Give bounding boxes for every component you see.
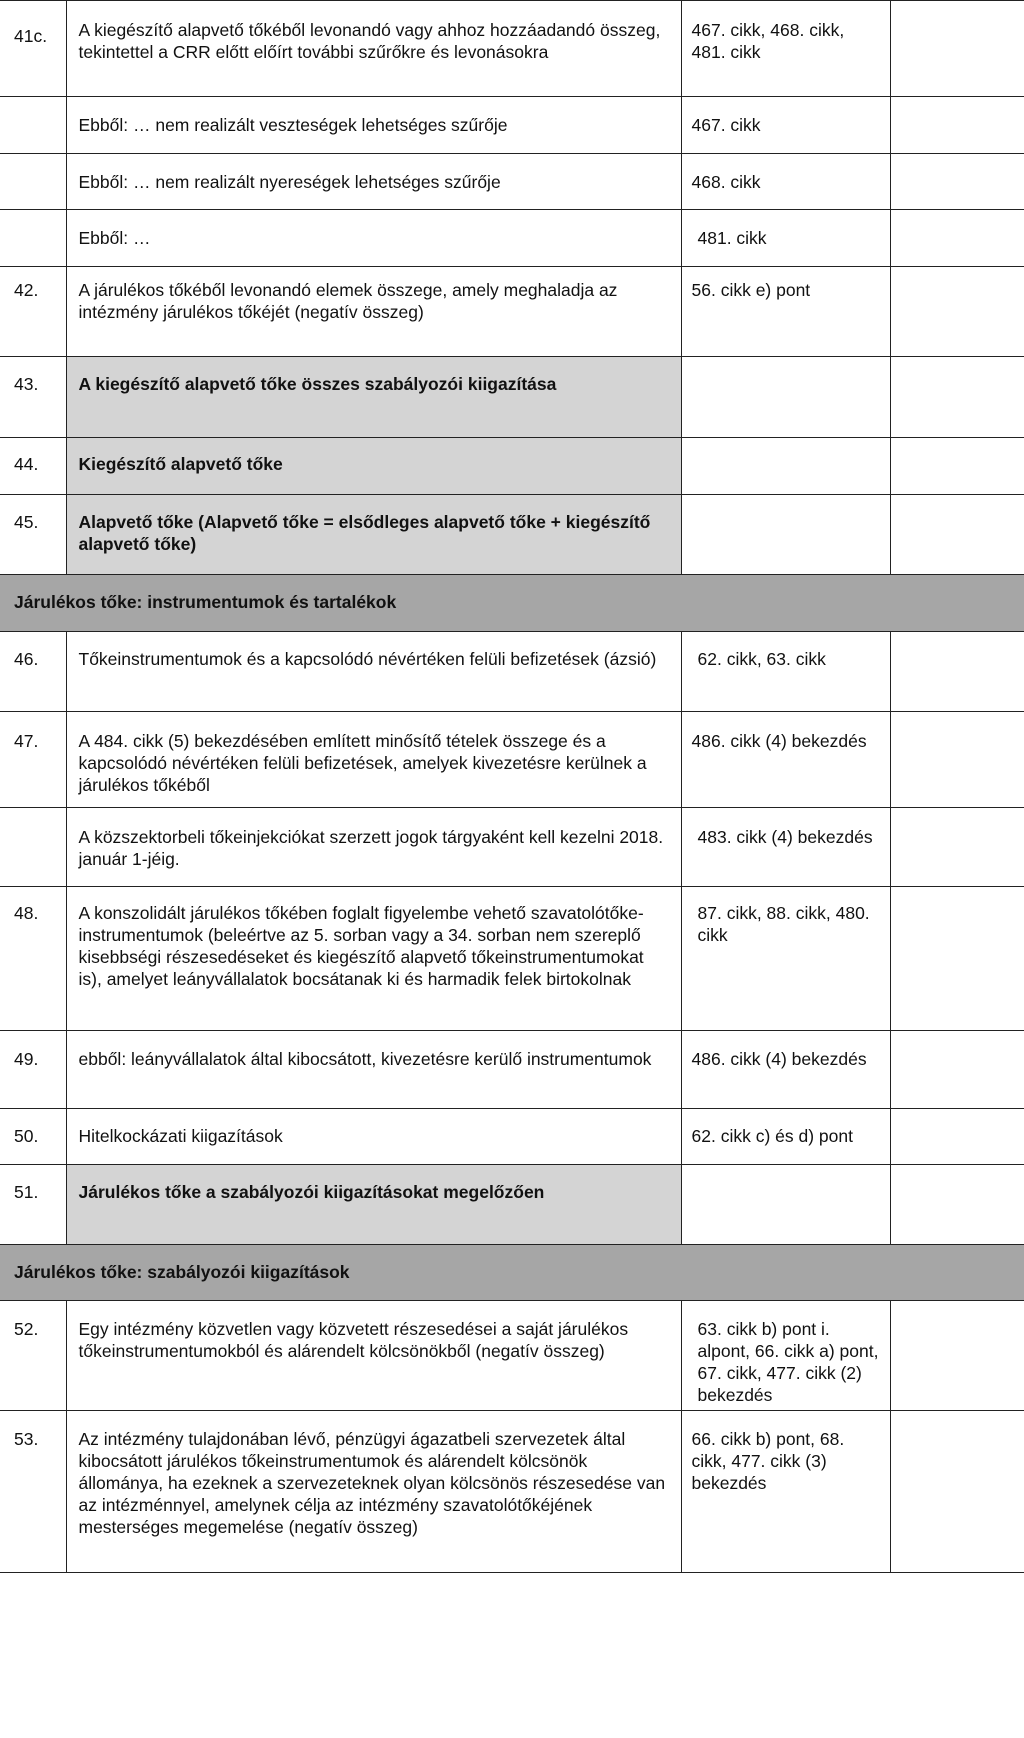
row-description: A kiegészítő alapvető tőkéből levonandó vagy ahhoz hozzáadandó összeg, tekintettel a CRR előtt előírt további szűrőkre és levonásokra <box>66 1 681 97</box>
row-reference: 62. cikk c) és d) pont <box>681 1109 890 1165</box>
row-description: Az intézmény tulajdonában lévő, pénzügyi ágazatbeli szervezetek által kibocsátott járulékos tőkeinstrumentumok és alárendelt kölcsönök állománya, ha ezeknek a szervezeteknek olyan kölcsönös részesedése van az intézménnyel, amelynek célja az intézmény szavatolótőkéjének mesterséges megemelése (negatív összeg) <box>66 1411 681 1573</box>
row-value <box>890 97 1024 154</box>
row-reference: 56. cikk e) pont <box>681 267 890 357</box>
table-row <box>0 1031 1024 1109</box>
row-description: Alapvető tőke (Alapvető tőke = elsődleges alapvető tőke + kiegészítő alapvető tőke) <box>66 495 681 575</box>
row-description: Ebből: … <box>66 210 681 267</box>
row-number: 51. <box>0 1165 66 1245</box>
row-description: Járulékos tőke a szabályozói kiigazításokat megelőzően <box>66 1165 681 1245</box>
table-row <box>0 210 1024 267</box>
row-reference: 486. cikk (4) bekezdés <box>681 712 890 808</box>
row-number: 43. <box>0 357 66 438</box>
table-row <box>0 632 1024 712</box>
row-value <box>890 495 1024 575</box>
section-header-row <box>0 1245 1024 1301</box>
row-description: A kiegészítő alapvető tőke összes szabályozói kiigazítása <box>66 357 681 438</box>
row-description: Ebből: … nem realizált veszteségek lehetséges szűrője <box>66 97 681 154</box>
row-number: 49. <box>0 1031 66 1109</box>
row-value <box>890 357 1024 438</box>
row-description: Tőkeinstrumentumok és a kapcsolódó névértéken felüli befizetések (ázsió) <box>66 632 681 712</box>
row-reference: 62. cikk, 63. cikk <box>681 632 890 712</box>
row-value <box>890 1 1024 97</box>
row-reference: 486. cikk (4) bekezdés <box>681 1031 890 1109</box>
row-number: 50. <box>0 1109 66 1165</box>
row-value <box>890 1411 1024 1573</box>
table-row <box>0 495 1024 575</box>
row-value <box>890 267 1024 357</box>
row-reference <box>681 495 890 575</box>
section-title: Járulékos tőke: szabályozói kiigazítások <box>0 1245 1024 1301</box>
row-reference: 467. cikk, 468. cikk, 481. cikk <box>681 1 890 97</box>
row-description: Ebből: … nem realizált nyereségek lehetséges szűrője <box>66 154 681 210</box>
row-number: 41c. <box>0 1 66 97</box>
row-description: ebből: leányvállalatok által kibocsátott, kivezetésre kerülő instrumentumok <box>66 1031 681 1109</box>
row-reference: 481. cikk <box>681 210 890 267</box>
row-reference: 468. cikk <box>681 154 890 210</box>
row-number <box>0 97 66 154</box>
table-row <box>0 154 1024 210</box>
row-number <box>0 154 66 210</box>
row-value <box>890 808 1024 887</box>
row-reference: 483. cikk (4) bekezdés <box>681 808 890 887</box>
row-reference <box>681 357 890 438</box>
row-description: A konszolidált járulékos tőkében foglalt figyelembe vehető szavatolótőke-instrumentumok (beleértve az 5. sorban vagy a 34. sorban nem szereplő kisebbségi részesedéseket és kiegészítő alapvető tőkeinstrumentumokat is), amelyet leányvállalatok bocsátanak ki és harmadik felek birtokolnak <box>66 887 681 1031</box>
row-number: 45. <box>0 495 66 575</box>
row-description: Hitelkockázati kiigazítások <box>66 1109 681 1165</box>
row-description: Egy intézmény közvetlen vagy közvetett részesedései a saját járulékos tőkeinstrumentumokból és alárendelt kölcsönökből (negatív összeg) <box>66 1301 681 1411</box>
table-row <box>0 887 1024 1031</box>
table-row <box>0 1165 1024 1245</box>
row-reference: 87. cikk, 88. cikk, 480. cikk <box>681 887 890 1031</box>
section-title: Járulékos tőke: instrumentumok és tartalékok <box>0 575 1024 632</box>
row-number: 44. <box>0 438 66 495</box>
row-description: A járulékos tőkéből levonandó elemek összege, amely meghaladja az intézmény járulékos tőkéjét (negatív összeg) <box>66 267 681 357</box>
table-row <box>0 1 1024 97</box>
row-number: 53. <box>0 1411 66 1573</box>
row-description: A 484. cikk (5) bekezdésében említett minősítő tételek összege és a kapcsolódó névértéken felüli befizetések, amelyek kivezetésre kerülnek a járulékos tőkéből <box>66 712 681 808</box>
row-value <box>890 1109 1024 1165</box>
row-value <box>890 712 1024 808</box>
table-row <box>0 1109 1024 1165</box>
row-value <box>890 1031 1024 1109</box>
row-number: 47. <box>0 712 66 808</box>
row-value <box>890 210 1024 267</box>
row-number: 46. <box>0 632 66 712</box>
row-value <box>890 438 1024 495</box>
section-header-row <box>0 575 1024 632</box>
table-row <box>0 808 1024 887</box>
row-description: Kiegészítő alapvető tőke <box>66 438 681 495</box>
row-number <box>0 210 66 267</box>
row-reference: 63. cikk b) pont i. alpont, 66. cikk a) pont, 67. cikk, 477. cikk (2) bekezdés <box>681 1301 890 1411</box>
row-reference: 467. cikk <box>681 97 890 154</box>
row-value <box>890 1301 1024 1411</box>
row-value <box>890 154 1024 210</box>
table-row <box>0 1301 1024 1411</box>
row-reference <box>681 438 890 495</box>
table-row <box>0 712 1024 808</box>
row-number <box>0 808 66 887</box>
row-value <box>890 632 1024 712</box>
row-description: A közszektorbeli tőkeinjekciókat szerzett jogok tárgyaként kell kezelni 2018. január 1-jéig. <box>66 808 681 887</box>
row-number: 42. <box>0 267 66 357</box>
table-row <box>0 357 1024 438</box>
table-row <box>0 97 1024 154</box>
table-row <box>0 267 1024 357</box>
row-number: 48. <box>0 887 66 1031</box>
row-value <box>890 887 1024 1031</box>
row-number: 52. <box>0 1301 66 1411</box>
table-row <box>0 1411 1024 1573</box>
row-reference: 66. cikk b) pont, 68. cikk, 477. cikk (3) bekezdés <box>681 1411 890 1573</box>
table-row <box>0 438 1024 495</box>
row-value <box>890 1165 1024 1245</box>
row-reference <box>681 1165 890 1245</box>
